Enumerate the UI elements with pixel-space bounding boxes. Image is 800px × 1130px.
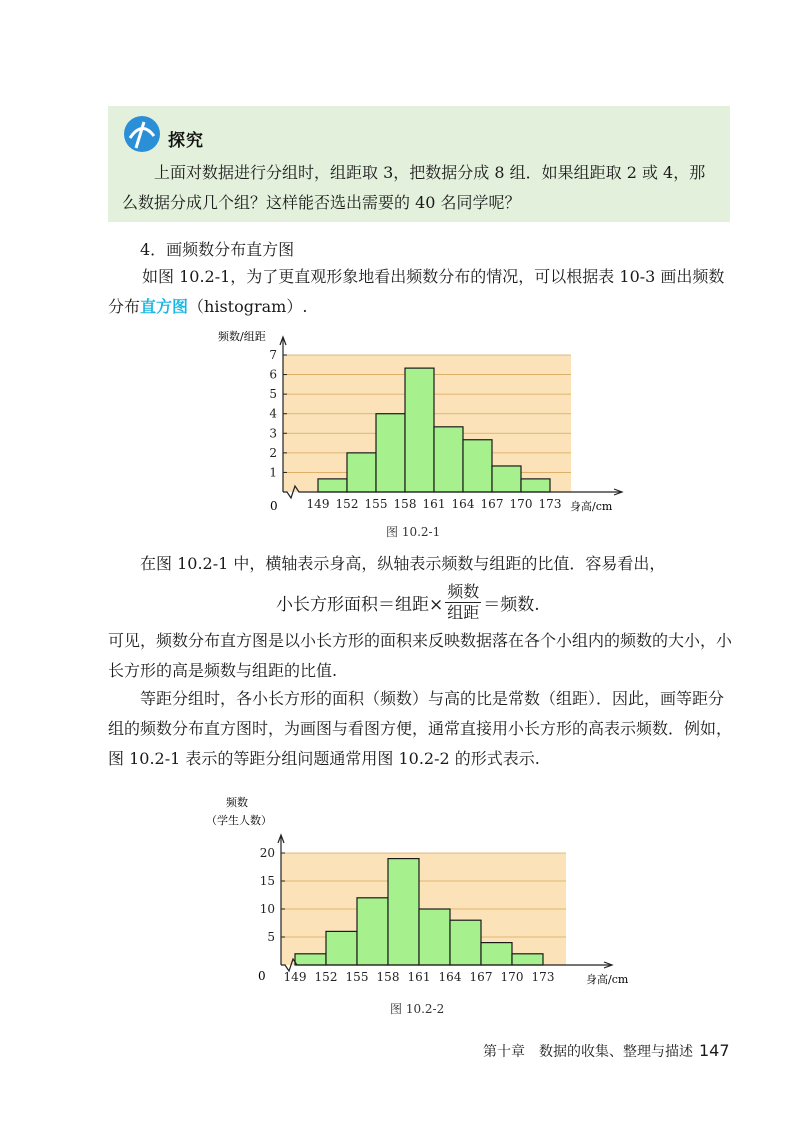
page-number: 147	[699, 1041, 730, 1060]
paragraph-conclusion: 可见，频数分布直方图是以小长方形的面积来反映数据落在各个小组内的频数的大小，小长方形的高是频数与组距的比值.	[108, 631, 733, 680]
section-heading: 4．画频数分布直方图	[140, 240, 295, 259]
paragraph-intro-text: 如图 10.2-1，为了更直观形象地看出频数分布的情况，可以根据表 10-3 画出频数分布	[108, 267, 725, 316]
chart2-xtick-label: 161	[407, 970, 431, 984]
chart2-bar	[512, 954, 543, 965]
chart1-xlabel: 身高/cm	[570, 500, 613, 513]
chart2-bar	[295, 954, 326, 965]
chart2-ylabel-sub: （学生人数）	[206, 814, 272, 827]
chart1-ytick-label: 2	[269, 445, 277, 460]
chart2-xtick-label: 170	[500, 970, 524, 984]
explore-title: 探究	[168, 131, 204, 151]
chart1-bar	[376, 414, 405, 492]
chart1-bar	[434, 427, 463, 492]
formula-numerator: 频数	[447, 582, 480, 601]
paragraph-equal-width: 等距分组时，各小长方形的面积（频数）与高的比是常数（组距）．因此，画等距分组的频数分布直方图时，为画图与看图方便，通常直接用小长方形的高表示频数．例如，图 10.2-1 表示的等距分组问题通常用图 10.2-2 的形式表示.	[108, 689, 733, 768]
histogram-figure-2	[0, 790, 800, 1000]
chart2-ytick-label: 15	[259, 874, 275, 888]
explore-icon	[122, 114, 162, 154]
chart1-bar	[492, 466, 521, 492]
chart2-xtick-label: 155	[345, 970, 369, 984]
chart1-bar	[405, 368, 434, 492]
chart1-bar	[318, 479, 347, 492]
formula-fraction	[445, 582, 481, 623]
term-histogram[interactable]: 直方图	[140, 297, 189, 316]
figure1-caption: 图 10.2-1	[386, 525, 441, 539]
chart1-ytick-label: 1	[269, 465, 277, 480]
chart1-xtick-label: 152	[335, 497, 359, 511]
chart2-ytick-label: 20	[259, 846, 275, 860]
chart2-xtick-label: 149	[283, 970, 307, 984]
explore-box	[108, 106, 730, 222]
chart1-bar	[463, 440, 492, 492]
histogram-figure-1	[0, 322, 800, 522]
chart2-bar	[326, 931, 357, 965]
chart2-bar	[388, 859, 419, 965]
chart2-bar	[481, 943, 512, 965]
chart2-xtick-label: 173	[531, 970, 555, 984]
figure2-caption: 图 10.2-2	[390, 1002, 445, 1016]
paragraph-axis-explanation: 在图 10.2-1 中，横轴表示身高，纵轴表示频数与组距的比值．容易看出，	[140, 554, 666, 573]
chart2-xtick-label: 158	[376, 970, 400, 984]
chart2-xlabel: 身高/cm	[586, 973, 629, 986]
chart1-xtick-label: 173	[538, 497, 562, 511]
chart1-xtick-label: 161	[422, 497, 446, 511]
chart1-bar	[347, 453, 376, 492]
area-formula	[276, 582, 540, 623]
chart1-ytick-label: 6	[269, 367, 277, 382]
explore-text: 上面对数据进行分组时，组距取 3，把数据分成 8 组．如果组距取 2 或 4，那么数据分成几个组？这样能否选出需要的 40 名同学呢？	[122, 163, 706, 212]
chart2-bar	[419, 909, 450, 965]
chart2-bar	[357, 898, 388, 965]
chart1-xtick-label: 155	[364, 497, 388, 511]
chart1-origin: 0	[270, 499, 278, 513]
chart1-ylabel: 频数/组距	[218, 330, 266, 343]
chart1-ytick-label: 7	[269, 348, 277, 362]
chart2-ytick-label: 5	[267, 930, 275, 944]
chart1-bar	[521, 479, 550, 492]
paragraph-intro	[108, 262, 738, 322]
footer-chapter: 第十章 数据的收集、整理与描述	[483, 1044, 693, 1060]
chart1-ytick-label: 3	[269, 426, 277, 441]
chart1-xtick-label: 164	[451, 497, 475, 511]
chart1-ytick-label: 5	[269, 387, 277, 402]
paragraph-intro-tail: （histogram）.	[188, 297, 308, 316]
formula-right: ＝频数.	[483, 595, 540, 615]
formula-denominator: 组距	[447, 603, 480, 622]
chart2-origin: 0	[258, 969, 266, 983]
chart2-bar	[450, 920, 481, 965]
chart1-xtick-label: 167	[480, 497, 504, 511]
page-footer	[483, 1041, 730, 1061]
chart2-ytick-label: 10	[259, 902, 275, 916]
chart2-xtick-label: 167	[469, 970, 493, 984]
chart2-xtick-label: 164	[438, 970, 462, 984]
chart2-xtick-label: 152	[314, 970, 338, 984]
chart1-xtick-label: 170	[509, 497, 533, 511]
chart1-xtick-label: 158	[393, 497, 417, 511]
chart1-xtick-label: 149	[306, 497, 330, 511]
formula-left: 小长方形面积＝组距×	[276, 595, 444, 615]
chart2-ylabel: 频数	[226, 796, 248, 809]
chart1-ytick-label: 4	[269, 406, 277, 421]
